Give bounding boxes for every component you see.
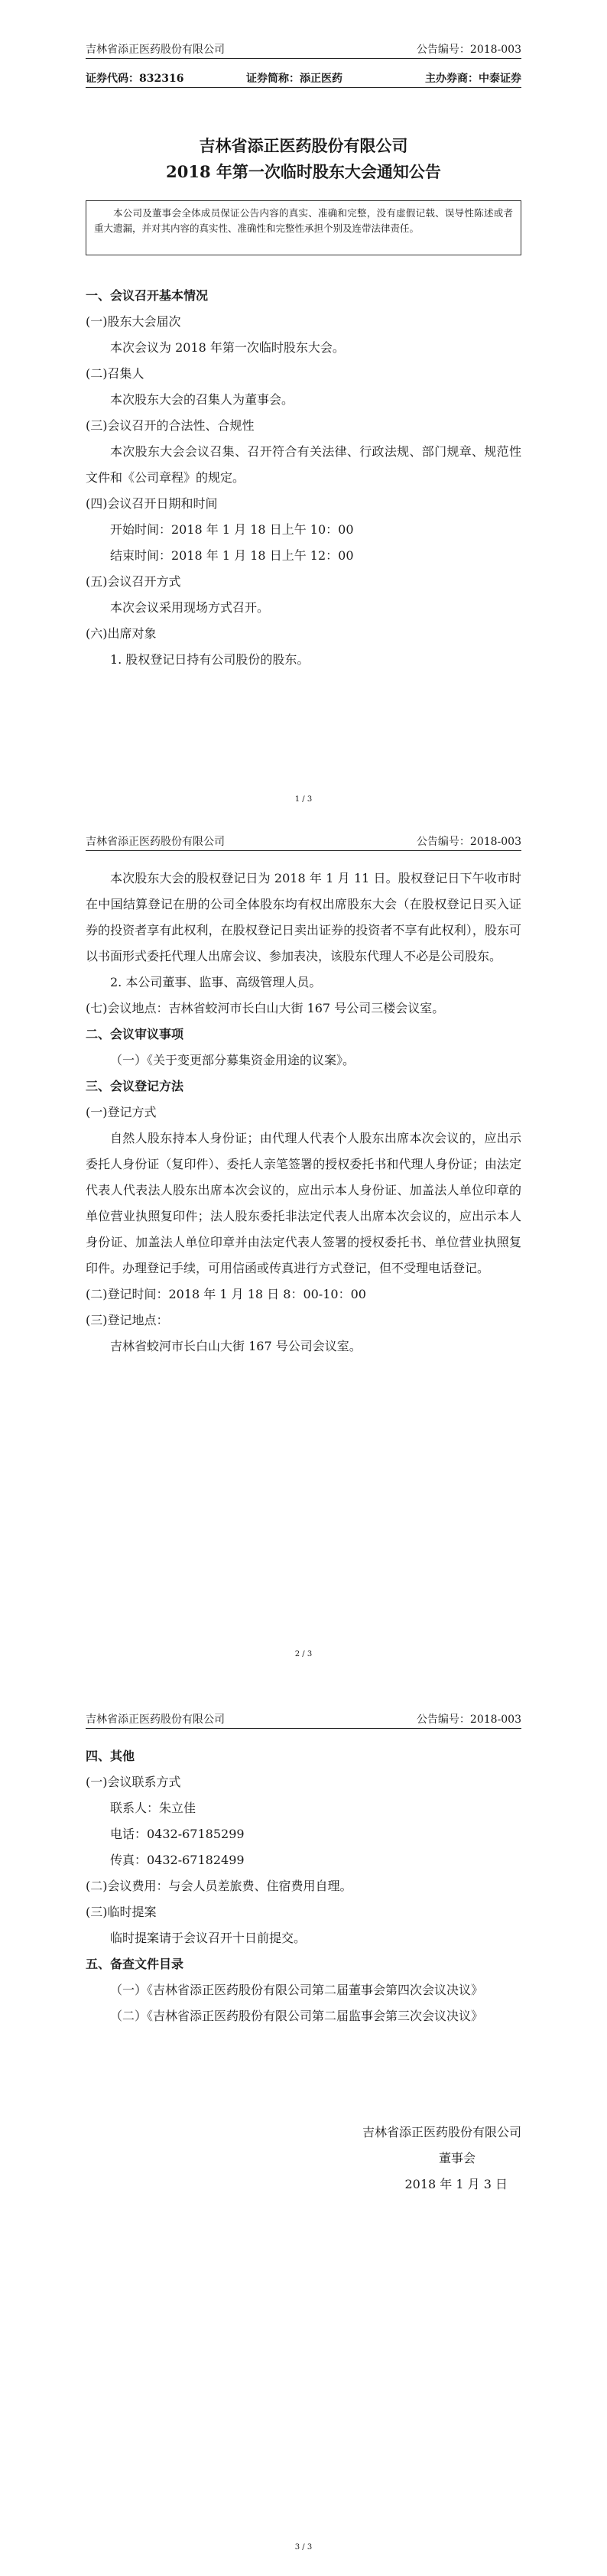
section-heading: 四、其他 xyxy=(86,1749,135,1763)
paragraph: (二)登记时间：2018 年 1 月 18 日 8：00-10：00 xyxy=(86,1287,366,1301)
paragraph: 本次股东大会的股权登记日为 2018 年 1 月 11 日。股权登记日下午收市时在中国结算登记在册的公司全体股东均有权出席股东大会（在股权登记日买入证券的投资者享有此权利，在股权登记日卖出证券的投资者不享有此权利），股东可以书面形式委托代理人出席会议、参加表决，该股东代理人不必是公司股东。 xyxy=(86,871,521,963)
paragraph: (三)登记地点： xyxy=(86,1313,169,1327)
paragraph: 自然人股东持本人身份证；由代理人代表个人股东出席本次会议的，应出示委托人身份证（复印件）、委托人亲笔签署的授权委托书和代理人身份证；由法定代表人代表法人股东出席本次会议的，应出示本人身份证、加盖法人单位印章的单位营业执照复印件；法人股东委托非法定代表人出席本次会议的，应出示本人身份证、加盖法人单位印章并由法定代表人签署的授权委托书、单位营业执照复印件。办理登记手续，可用信函或传真进行方式登记，但不受理电话登记。 xyxy=(86,1131,521,1275)
paragraph: 临时提案请于会议召开十日前提交。 xyxy=(110,1931,307,1945)
paragraph: (二)会议费用：与会人员差旅费、住宿费用自理。 xyxy=(86,1879,352,1893)
paragraph: 本次会议为 2018 年第一次临时股东大会。 xyxy=(110,340,345,355)
signature-block xyxy=(86,2120,521,2198)
paragraph: (一)登记方式 xyxy=(86,1105,157,1119)
page-1-body xyxy=(86,283,521,673)
paragraph: （一）《关于变更部分募集资金用途的议案》。 xyxy=(110,1053,355,1067)
paragraph: 本次会议采用现场方式召开。 xyxy=(110,600,270,615)
section-heading: 二、会议审议事项 xyxy=(86,1027,184,1041)
doc-title xyxy=(86,133,521,185)
broker: 主办券商：中泰证券 xyxy=(425,73,521,85)
paragraph: (五)会议召开方式 xyxy=(86,574,181,589)
paragraph: （二）《吉林省添正医药股份有限公司第二届监事会第三次会议决议》 xyxy=(110,2009,484,2023)
page-number: 3 / 3 xyxy=(294,2543,313,2552)
paragraph: (六)出席对象 xyxy=(86,626,157,641)
header-company: 吉林省添正医药股份有限公司 xyxy=(86,44,225,56)
securities-bar xyxy=(86,67,521,88)
paragraph: 电话：0432-67185299 xyxy=(110,1827,245,1841)
page-number: 2 / 3 xyxy=(294,1650,313,1658)
paragraph: 2. 本公司董事、监事、高级管理人员。 xyxy=(110,975,322,989)
page-3 xyxy=(0,1714,607,2576)
paragraph: 传真：0432-67182499 xyxy=(110,1853,245,1867)
paragraph: 1. 股权登记日持有公司股份的股东。 xyxy=(110,652,310,667)
signature-company: 吉林省添正医药股份有限公司 xyxy=(362,2125,521,2139)
title-line-1: 吉林省添正医药股份有限公司 xyxy=(199,136,408,155)
paragraph: (七)会议地点：吉林省蛟河市长白山大街 167 号公司三楼会议室。 xyxy=(86,1001,445,1015)
page-2-body xyxy=(86,866,521,1359)
signature-board: 董事会 xyxy=(438,2151,476,2165)
paragraph: (一)会议联系方式 xyxy=(86,1775,181,1789)
paragraph: (二)召集人 xyxy=(86,366,144,381)
securities-short-name: 证券简称：添正医药 xyxy=(246,73,342,85)
paragraph: (三)临时提案 xyxy=(86,1905,157,1919)
paragraph: 开始时间：2018 年 1 月 18 日上午 10：00 xyxy=(110,522,354,537)
header-notice-no: 公告编号：2018-003 xyxy=(416,1714,521,1726)
page-1 xyxy=(0,0,607,835)
paragraph: (一)股东大会届次 xyxy=(86,314,181,329)
page-header xyxy=(86,1710,521,1729)
header-company: 吉林省添正医药股份有限公司 xyxy=(86,1714,225,1726)
header-notice-no: 公告编号：2018-003 xyxy=(416,44,521,56)
header-notice-no: 公告编号：2018-003 xyxy=(416,836,521,848)
paragraph: 联系人：朱立佳 xyxy=(110,1801,196,1815)
disclaimer-box: 本公司及董事会全体成员保证公告内容的真实、准确和完整，没有虚假记载、误导性陈述或者重大遗漏，并对其内容的真实性、准确性和完整性承担个别及连带法律责任。 xyxy=(86,200,521,255)
page-2 xyxy=(0,835,607,1717)
paragraph: 本次股东大会的召集人为董事会。 xyxy=(110,392,294,407)
paragraph: (四)会议召开日期和时间 xyxy=(86,496,218,511)
paragraph: （一）《吉林省添正医药股份有限公司第二届董事会第四次会议决议》 xyxy=(110,1983,484,1997)
paragraph: 吉林省蛟河市长白山大街 167 号公司会议室。 xyxy=(110,1339,362,1353)
paragraph: 结束时间：2018 年 1 月 18 日上午 12：00 xyxy=(110,548,354,563)
section-heading: 一、会议召开基本情况 xyxy=(86,288,209,303)
page-3-body xyxy=(86,1743,521,2029)
title-line-2: 2018 年第一次临时股东大会通知公告 xyxy=(166,162,441,181)
header-company: 吉林省添正医药股份有限公司 xyxy=(86,836,225,848)
securities-code: 证券代码：832316 xyxy=(86,73,184,85)
signature-date: 2018 年 1 月 3 日 xyxy=(404,2177,508,2191)
paragraph: (三)会议召开的合法性、合规性 xyxy=(86,418,255,433)
page-header xyxy=(86,832,521,851)
paragraph: 本次股东大会会议召集、召开符合有关法律、行政法规、部门规章、规范性文件和《公司章程》的规定。 xyxy=(86,444,521,485)
page-number: 1 / 3 xyxy=(294,795,313,804)
section-heading: 五、备查文件目录 xyxy=(86,1957,184,1971)
section-heading: 三、会议登记方法 xyxy=(86,1079,184,1093)
page-header xyxy=(86,40,521,59)
